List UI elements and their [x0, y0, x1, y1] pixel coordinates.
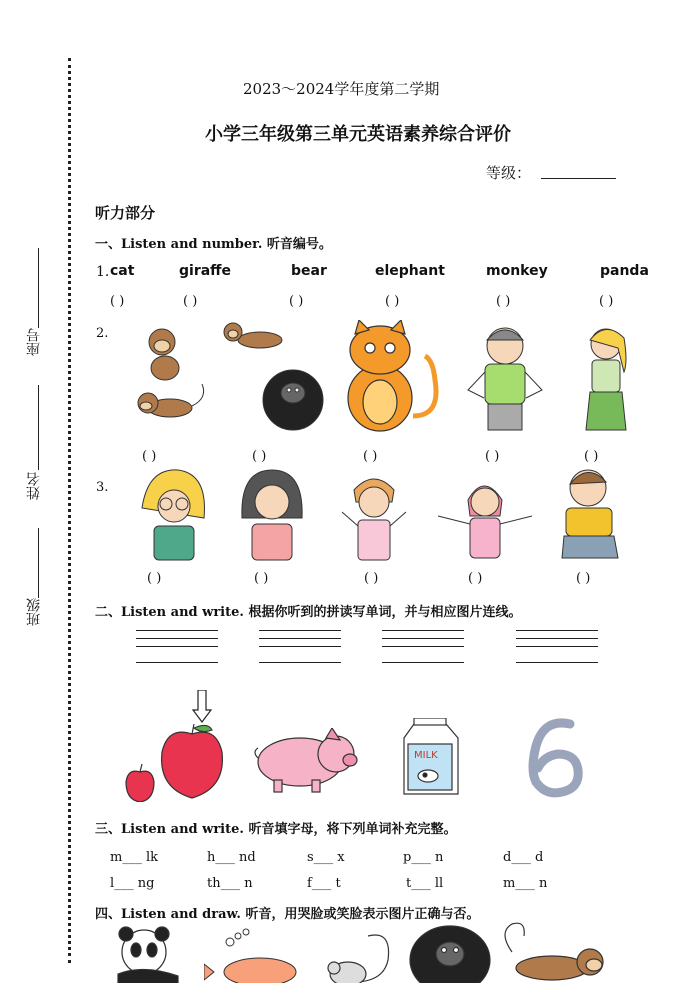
- girl-pointing-mouth-illustration: [236, 468, 308, 563]
- exam-title: 小学三年级第三单元英语素养综合评价: [205, 124, 511, 145]
- section3-title: 三、Listen and write. 听音填字母，将下列单词补充完整。: [95, 822, 457, 837]
- answer-bracket[interactable]: ( ): [289, 294, 304, 309]
- q2-number: 2.: [96, 326, 109, 341]
- pig-illustration: [252, 728, 360, 794]
- word-panda: panda: [600, 263, 649, 279]
- class-label: 班级: [26, 598, 42, 626]
- section2-title: 二、Listen and write. 根据你听到的拼读写单词，并与相应图片连线。: [95, 605, 522, 620]
- grade-field: [541, 178, 616, 179]
- name-field: [38, 385, 39, 470]
- girl-shrugging-illustration: [336, 468, 412, 563]
- milk-carton-illustration: [400, 718, 462, 798]
- grade-label: 等级：: [486, 164, 532, 182]
- mouse-illustration: [318, 930, 396, 983]
- word-giraffe: giraffe: [179, 263, 232, 279]
- binding-dotted-line: [68, 58, 71, 963]
- answer-bracket[interactable]: ( ): [385, 294, 400, 309]
- answer-bracket[interactable]: ( ): [468, 571, 483, 586]
- boy-squatting-illustration: [554, 466, 626, 564]
- section4-title: 四、Listen and draw. 听音，用哭脸或笑脸表示图片正确与否。: [95, 907, 480, 922]
- class-field: [38, 528, 39, 598]
- down-arrow-icon: [192, 690, 212, 724]
- girl-arms-open-illustration: [432, 470, 538, 562]
- tiger-cat-illustration: [335, 320, 443, 434]
- monkey-and-gorilla-illustration: [215, 318, 325, 436]
- answer-bracket[interactable]: ( ): [254, 571, 269, 586]
- panda-illustration: [108, 924, 188, 983]
- milk-label: MILK: [414, 750, 438, 761]
- word-bear: bear: [291, 263, 327, 279]
- boy-hands-on-hips-illustration: [460, 322, 550, 434]
- fill-word-1-4[interactable]: p___ n: [403, 850, 444, 865]
- answer-bracket[interactable]: ( ): [183, 294, 198, 309]
- answer-bracket[interactable]: ( ): [147, 571, 162, 586]
- answer-bracket[interactable]: ( ): [110, 294, 125, 309]
- fill-word-1-2[interactable]: h___ nd: [207, 850, 256, 865]
- fill-word-2-3[interactable]: f___ t: [307, 876, 341, 891]
- monkey-walking-illustration: [498, 922, 612, 983]
- q1-number: 1.: [96, 264, 110, 280]
- seat-label: 座号: [26, 328, 42, 356]
- girl-standing-illustration: [578, 322, 638, 432]
- fill-word-2-4[interactable]: t___ ll: [406, 876, 444, 891]
- answer-bracket[interactable]: ( ): [599, 294, 614, 309]
- fill-word-1-3[interactable]: s___ x: [307, 850, 345, 865]
- q1-title: 一、Listen and number. 听音编号。: [95, 237, 332, 252]
- word-monkey: monkey: [486, 263, 548, 279]
- monkeys-illustration: [120, 318, 215, 428]
- fish-illustration: [204, 928, 304, 983]
- gorilla-illustration: [404, 920, 496, 983]
- word-cat: cat: [110, 263, 135, 279]
- number-six-illustration: [524, 716, 588, 798]
- fill-word-1-1[interactable]: m___ lk: [110, 850, 158, 865]
- answer-bracket[interactable]: ( ): [142, 449, 157, 464]
- apples-illustration: [122, 724, 228, 802]
- answer-bracket[interactable]: ( ): [485, 449, 500, 464]
- word-elephant: elephant: [375, 263, 445, 279]
- fill-word-2-1[interactable]: l___ ng: [110, 876, 155, 891]
- listening-heading: 听力部分: [95, 204, 156, 222]
- answer-bracket[interactable]: ( ): [496, 294, 511, 309]
- answer-bracket[interactable]: ( ): [252, 449, 267, 464]
- fill-word-1-5[interactable]: d___ d: [503, 850, 544, 865]
- year-title: 2023～2024学年度第二学期: [243, 80, 440, 98]
- answer-bracket[interactable]: ( ): [364, 571, 379, 586]
- answer-bracket[interactable]: ( ): [584, 449, 599, 464]
- q3-number: 3.: [96, 480, 109, 495]
- answer-bracket[interactable]: ( ): [363, 449, 378, 464]
- seat-field: [38, 248, 39, 328]
- fill-word-2-2[interactable]: th___ n: [207, 876, 253, 891]
- girl-covering-eyes-illustration: [128, 468, 216, 563]
- name-label: 姓名: [26, 472, 42, 500]
- fill-word-2-5[interactable]: m___ n: [503, 876, 548, 891]
- answer-bracket[interactable]: ( ): [576, 571, 591, 586]
